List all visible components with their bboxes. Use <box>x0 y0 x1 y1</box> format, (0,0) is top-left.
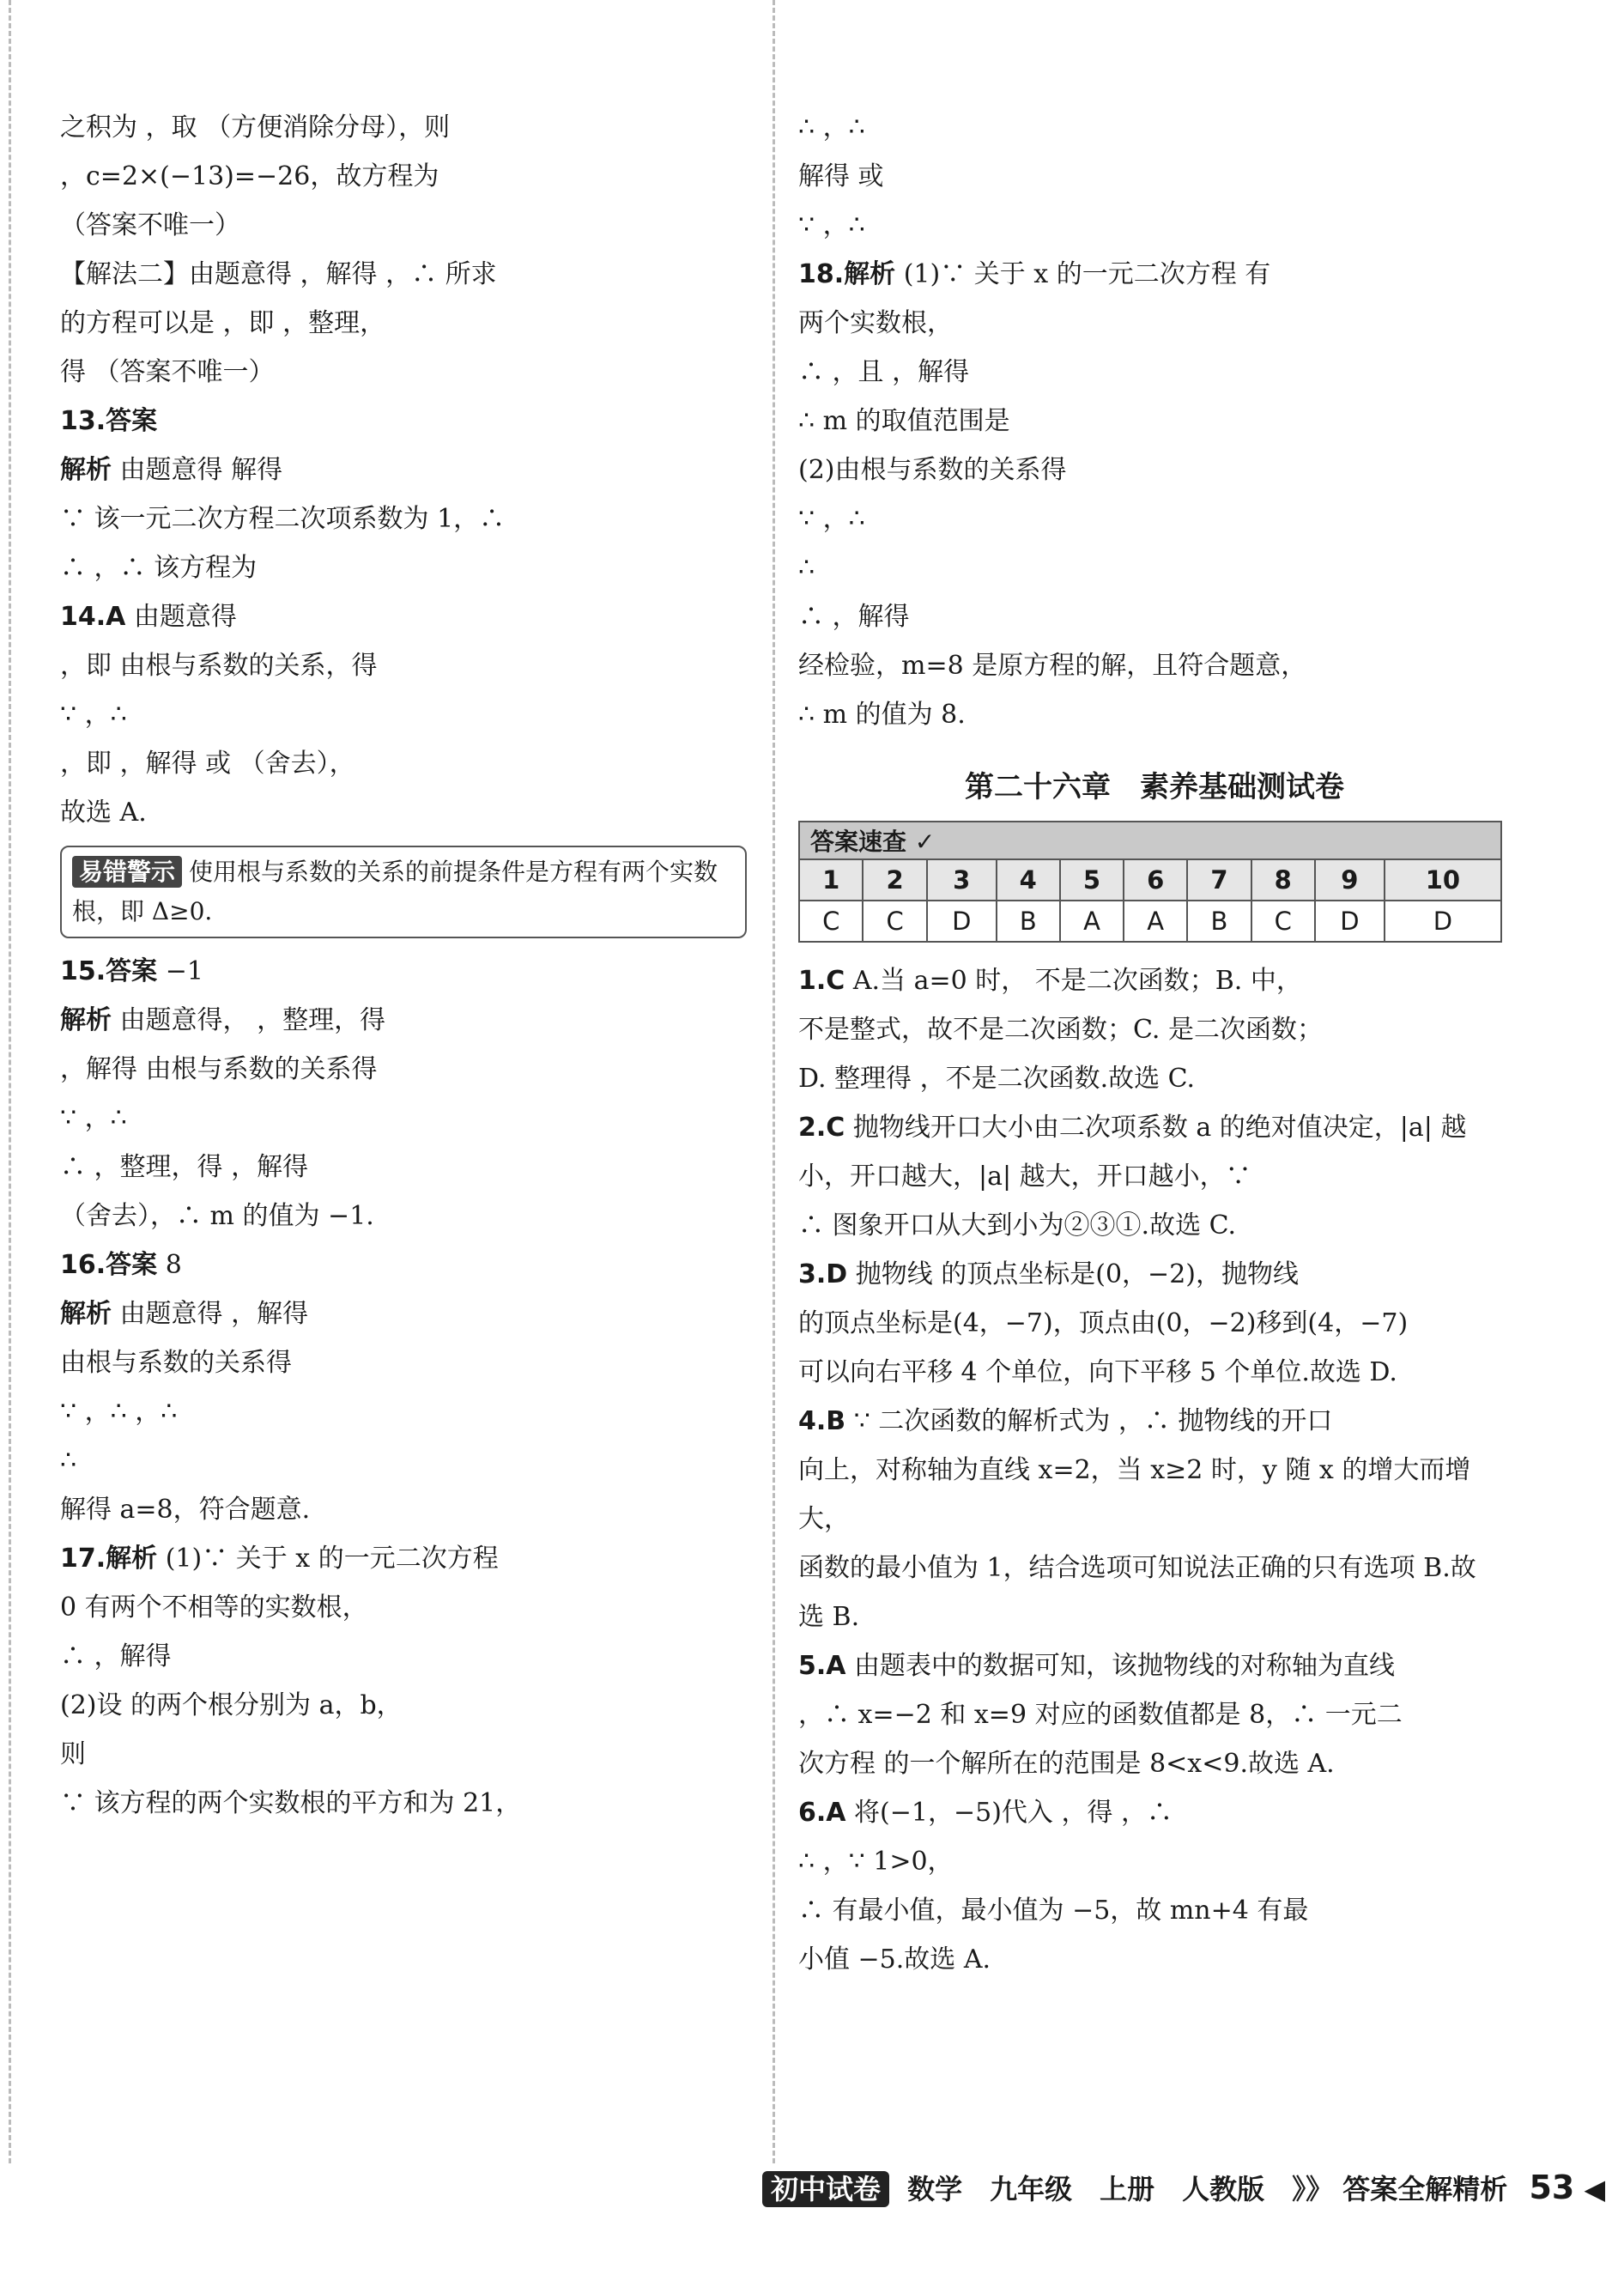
line-text: 两个实数根， <box>798 308 953 338</box>
line-s7 <box>798 1250 1511 1299</box>
line-text: ∵ ，∴ <box>798 504 865 534</box>
line-l14 <box>60 739 747 788</box>
answer-number-cell: 9 <box>1315 859 1385 901</box>
line-s16 <box>798 1739 1511 1788</box>
answer-letter-cell: C <box>799 901 863 942</box>
line-l2 <box>60 152 747 201</box>
line-text: 可以向右平移 4 个单位，向下平移 5 个单位.故选 D. <box>798 1357 1397 1387</box>
left-margin-dash <box>9 0 11 2163</box>
line-text: −1 <box>165 956 203 986</box>
chapter-title: 第二十六章 素养基础测试卷 <box>965 770 1344 804</box>
line-l22 <box>60 1241 747 1289</box>
line-l4 <box>60 250 747 299</box>
line-text: 经检验，m=8 是原方程的解，且符合题意， <box>798 651 1307 681</box>
line-text: ∴ ，整理，得 ，解得 <box>60 1152 309 1182</box>
answer-number-row <box>799 859 1501 901</box>
answer-table-header: 答案速查 ✓ <box>799 822 1501 859</box>
footer-brand: 初中试卷 <box>762 2171 889 2207</box>
line-text: 之积为 ，取 （方便消除分母），则 <box>60 112 451 143</box>
line-r7 <box>798 397 1511 446</box>
line-text: ∴ <box>60 1446 77 1476</box>
question-label: 1.C <box>798 966 845 996</box>
line-text: 得 （答案不唯一） <box>60 357 275 387</box>
line-s17 <box>798 1788 1511 1837</box>
line-text: 的顶点坐标是(4，−7)，顶点由(0，−2)移到(4，−7) <box>798 1308 1409 1338</box>
line-l3 <box>60 201 747 250</box>
answer-letter-cell: A <box>1124 901 1187 942</box>
line-r6 <box>798 348 1511 397</box>
line-text: 由题意得 ，解得 <box>119 1299 309 1329</box>
warning-tag: 易错警示 <box>72 856 182 888</box>
line-text: ∵ ，∴ <box>60 700 127 730</box>
line-text: ∴ ，且 ，解得 <box>798 357 970 387</box>
question-label: 3.D <box>798 1259 848 1289</box>
line-s4 <box>798 1103 1511 1152</box>
line-text: 由题意得， ，整理，得 <box>119 1005 386 1035</box>
line-s19 <box>798 1886 1511 1935</box>
line-r12 <box>798 641 1511 690</box>
line-text: ，c=2×(−13)=−26，故方程为 <box>60 161 439 191</box>
line-r8 <box>798 446 1511 494</box>
line-r10 <box>798 543 1511 592</box>
question-label: 14.A <box>60 602 126 632</box>
line-s6 <box>798 1201 1511 1250</box>
column-divider-dash <box>773 0 775 2163</box>
line-text: ∵ 二次函数的解析式为 ，∴ 抛物线的开口 <box>853 1406 1333 1436</box>
line-l20 <box>60 1143 747 1192</box>
line-text: 由题表中的数据可知，该抛物线的对称轴为直线 <box>854 1651 1396 1681</box>
question-label: 5.A <box>798 1651 846 1681</box>
line-text: ∵ ，∴ <box>798 210 865 240</box>
question-label: 2.C <box>798 1113 845 1143</box>
page-number: 53 <box>1529 2169 1575 2206</box>
answer-letter-cell: B <box>1187 901 1251 942</box>
line-text: A.当 a=0 时， 不是二次函数；B. 中， <box>852 966 1302 996</box>
line-text: 则 <box>60 1739 86 1769</box>
line-l29 <box>60 1583 747 1632</box>
question-label: 17.解析 <box>60 1544 158 1574</box>
line-l12 <box>60 641 747 690</box>
answer-number-cell: 8 <box>1251 859 1315 901</box>
question-label: 6.A <box>798 1798 846 1828</box>
line-s14 <box>798 1641 1511 1690</box>
line-l19 <box>60 1094 747 1143</box>
line-l8 <box>60 446 747 494</box>
line-text: ∴ 图象开口从大到小为②③①.故选 C. <box>798 1210 1237 1241</box>
answer-letter-cell: D <box>1385 901 1501 942</box>
line-text: (1)∵ 关于 x 的一元二次方程 有 <box>903 259 1271 289</box>
line-l28 <box>60 1534 747 1583</box>
line-text: 小，开口越大，|a| 越大，开口越小，∵ <box>798 1162 1251 1192</box>
line-s8 <box>798 1299 1511 1348</box>
answer-letter-cell: C <box>1251 901 1315 942</box>
question-label: 18.解析 <box>798 259 896 289</box>
line-text: 解得 或 <box>798 161 884 191</box>
answer-letter-cell: B <box>997 901 1060 942</box>
line-l30 <box>60 1632 747 1681</box>
line-s20 <box>798 1935 1511 1984</box>
right-top-section <box>798 103 1511 739</box>
line-s9 <box>798 1348 1511 1397</box>
line-text: ∴ ，解得 <box>60 1641 172 1671</box>
left-column <box>60 103 747 1828</box>
line-l16 <box>60 947 747 996</box>
line-text: ，解得 由根与系数的关系得 <box>60 1054 378 1084</box>
warning-box <box>60 846 747 938</box>
answer-letter-cell: A <box>1060 901 1124 942</box>
line-text: 由根与系数的关系得 <box>60 1348 292 1378</box>
line-text: 抛物线开口大小由二次项系数 a 的绝对值决定，|a| 越 <box>852 1113 1467 1143</box>
answer-letter-cell: D <box>1315 901 1385 942</box>
line-text: 0 有两个不相等的实数根， <box>60 1592 368 1623</box>
line-text: 由题意得 <box>133 602 237 632</box>
line-s15 <box>798 1690 1511 1739</box>
line-text: ∴ ，解得 <box>798 602 910 632</box>
line-text: 向上，对称轴为直线 x=2，当 x≥2 时，y 随 x 的增大而增大， <box>798 1455 1471 1534</box>
answer-number-cell: 3 <box>927 859 997 901</box>
answer-letter-cell: D <box>927 901 997 942</box>
page-footer: 初中试卷 数学 九年级 上册 人教版 》》 答案全解精析 53 ◀ <box>762 2168 1605 2207</box>
line-l9 <box>60 494 747 543</box>
question-label: 13.答案 <box>60 406 158 436</box>
line-l10 <box>60 543 747 592</box>
line-text: ∴ <box>798 553 815 583</box>
line-l15 <box>60 788 747 837</box>
line-text: 函数的最小值为 1，结合选项可知说法正确的只有选项 B.故 <box>798 1553 1476 1583</box>
answer-number-cell: 2 <box>863 859 926 901</box>
question-label: 解析 <box>60 1299 112 1329</box>
line-r2 <box>798 152 1511 201</box>
line-s18 <box>798 1837 1511 1886</box>
line-text: ∵ ，∴ ，∴ <box>60 1397 178 1427</box>
answer-number-cell: 6 <box>1124 859 1187 901</box>
line-text: ∴ 有最小值，最小值为 −5，故 mn+4 有最 <box>798 1896 1309 1926</box>
line-r5 <box>798 299 1511 348</box>
line-text: 【解法二】由题意得 ，解得 ，∴ 所求 <box>60 259 497 289</box>
line-r4 <box>798 250 1511 299</box>
right-column <box>798 103 1511 1984</box>
line-text: 的方程可以是 ，即 ，整理， <box>60 308 386 338</box>
line-text: D. 整理得 ，不是二次函数.故选 C. <box>798 1064 1196 1094</box>
line-text: 故选 A. <box>60 798 147 828</box>
line-text: ∵ 该方程的两个实数根的平方和为 21， <box>60 1788 522 1818</box>
line-text: 解得 a=8，符合题意. <box>60 1495 311 1525</box>
line-s10 <box>798 1397 1511 1446</box>
line-l23 <box>60 1289 747 1338</box>
question-label: 4.B <box>798 1406 846 1436</box>
line-l25 <box>60 1387 747 1436</box>
line-s1 <box>798 956 1511 1005</box>
answer-number-cell: 10 <box>1385 859 1501 901</box>
line-r3 <box>798 201 1511 250</box>
line-s3 <box>798 1054 1511 1103</box>
question-label: 15.答案 <box>60 956 158 986</box>
line-r13 <box>798 690 1511 739</box>
line-l24 <box>60 1338 747 1387</box>
line-l13 <box>60 690 747 739</box>
answer-letter-cell: C <box>863 901 926 942</box>
line-l21 <box>60 1192 747 1241</box>
line-s12 <box>798 1544 1511 1592</box>
question-label: 16.答案 <box>60 1250 158 1280</box>
answer-letter-row <box>799 901 1501 942</box>
line-l33 <box>60 1779 747 1828</box>
line-l27 <box>60 1485 747 1534</box>
line-text: 将(−1，−5)代入 ，得 ，∴ <box>854 1798 1173 1828</box>
line-text: (2)设 的两个根分别为 a，b， <box>60 1690 403 1720</box>
line-text: 抛物线 的顶点坐标是(0，−2)，抛物线 <box>855 1259 1299 1289</box>
line-text: 8 <box>165 1250 182 1280</box>
line-l31 <box>60 1681 747 1730</box>
answer-number-cell: 1 <box>799 859 863 901</box>
answer-number-cell: 7 <box>1187 859 1251 901</box>
footer-text: 数学 九年级 上册 人教版 》》 答案全解精析 <box>907 2173 1508 2205</box>
line-text: ∴ m 的取值范围是 <box>798 406 1010 436</box>
line-s5 <box>798 1152 1511 1201</box>
question-label: 解析 <box>60 455 112 485</box>
answer-number-cell: 4 <box>997 859 1060 901</box>
line-text: 次方程 的一个解所在的范围是 8<x<9.故选 A. <box>798 1749 1335 1779</box>
line-text: ∴ m 的值为 8. <box>798 700 966 730</box>
warning-text: 使用根与系数的关系的前提条件是方程有两个实数根，即 Δ≥0. <box>72 858 718 925</box>
line-l1 <box>60 103 747 152</box>
line-text: 选 B. <box>798 1602 860 1632</box>
line-text: (1)∵ 关于 x 的一元二次方程 <box>165 1544 499 1574</box>
line-text: 小值 −5.故选 A. <box>798 1944 991 1975</box>
line-text: ，∴ x=−2 和 x=9 对应的函数值都是 8，∴ 一元二 <box>798 1700 1403 1730</box>
question-label: 解析 <box>60 1005 112 1035</box>
line-r11 <box>798 592 1511 641</box>
line-text: （舍去），∴ m 的值为 −1. <box>60 1201 374 1231</box>
line-s13 <box>798 1592 1511 1641</box>
line-text: ∴ ，∵ 1>0， <box>798 1847 954 1877</box>
line-s11 <box>798 1446 1511 1544</box>
line-r1 <box>798 103 1511 152</box>
line-text: 不是整式，故不是二次函数；C. 是二次函数； <box>798 1015 1323 1045</box>
line-l6 <box>60 348 747 397</box>
answer-number-cell: 5 <box>1060 859 1124 901</box>
line-l18 <box>60 1045 747 1094</box>
answer-table <box>798 821 1502 943</box>
line-l7 <box>60 397 747 446</box>
line-l26 <box>60 1436 747 1485</box>
line-text: (2)由根与系数的关系得 <box>798 455 1067 485</box>
line-s2 <box>798 1005 1511 1054</box>
line-text: ∵ 该一元二次方程二次项系数为 1，∴ <box>60 504 506 534</box>
right-bottom-section <box>798 956 1511 1984</box>
line-text: ∴ ，∴ <box>798 112 865 143</box>
line-l11 <box>60 592 747 641</box>
line-l17 <box>60 996 747 1045</box>
line-l5 <box>60 299 747 348</box>
line-text: ∴ ，∴ 该方程为 <box>60 553 258 583</box>
line-l32 <box>60 1730 747 1779</box>
line-text: （答案不唯一） <box>60 210 240 240</box>
line-text: 由题意得 解得 <box>119 455 283 485</box>
line-text: ∵ ，∴ <box>60 1103 127 1133</box>
line-text: ，即 ，解得 或 （舍去）， <box>60 749 355 779</box>
line-text: ，即 由根与系数的关系，得 <box>60 651 378 681</box>
line-r9 <box>798 494 1511 543</box>
